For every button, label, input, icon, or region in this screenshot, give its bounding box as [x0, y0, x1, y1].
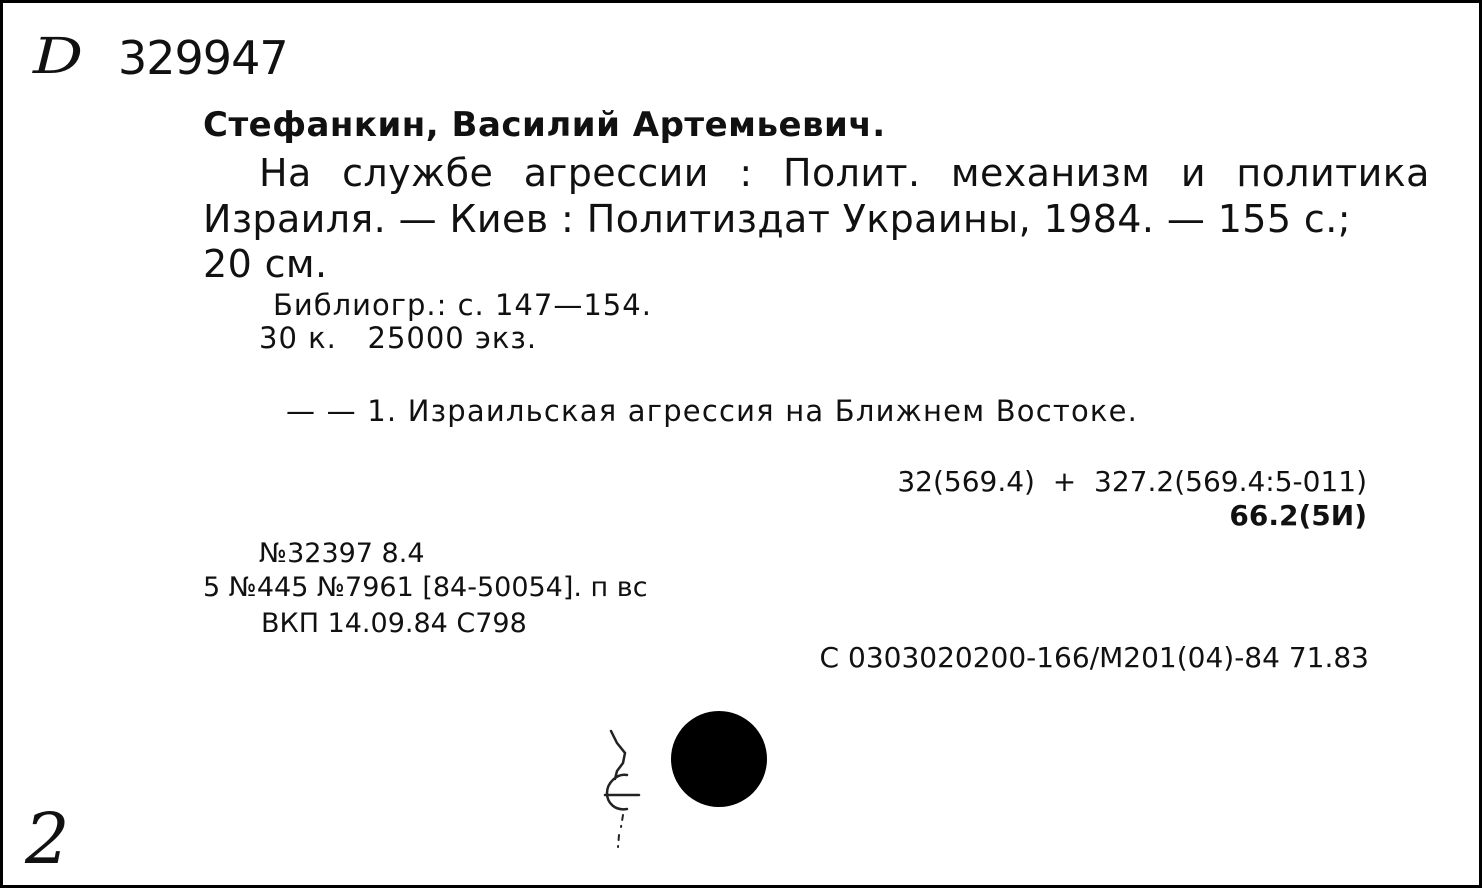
title-line-1: На службе агрессии : Полит. механизм и политика	[259, 151, 1430, 195]
bibliography-note: Библиогр.: с. 147—154.	[273, 288, 652, 322]
call-letter: D	[33, 27, 84, 85]
tech-line-2: 5 №445 №7961 [84-50054]. п вс	[203, 572, 648, 603]
handwritten-mark-icon	[593, 723, 653, 863]
isbn-line: С 0303020200-166/М201(04)-84 71.83	[819, 641, 1369, 674]
black-dot-mark	[671, 711, 767, 807]
handwritten-number: 2	[25, 798, 70, 880]
title-line-3: 20 см.	[203, 242, 328, 286]
tech-line-1: №32397 8.4	[259, 538, 425, 569]
subject-heading: — — 1. Израильская агрессия на Ближнем Востоке.	[286, 394, 1139, 428]
price-run-note: 30 к. 25000 экз.	[259, 321, 538, 355]
call-number: 329947	[118, 31, 288, 85]
tech-line-3: ВКП 14.09.84 С798	[261, 608, 527, 639]
classification-bbk: 66.2(5И)	[1229, 499, 1367, 532]
classification-udc: 32(569.4) + 327.2(569.4:5-011)	[897, 465, 1367, 498]
title-line-2: Израиля. — Киев : Политиздат Украины, 1984. — 155 с.;	[203, 197, 1351, 241]
author-heading: Стефанкин, Василий Артемьевич.	[203, 105, 886, 145]
